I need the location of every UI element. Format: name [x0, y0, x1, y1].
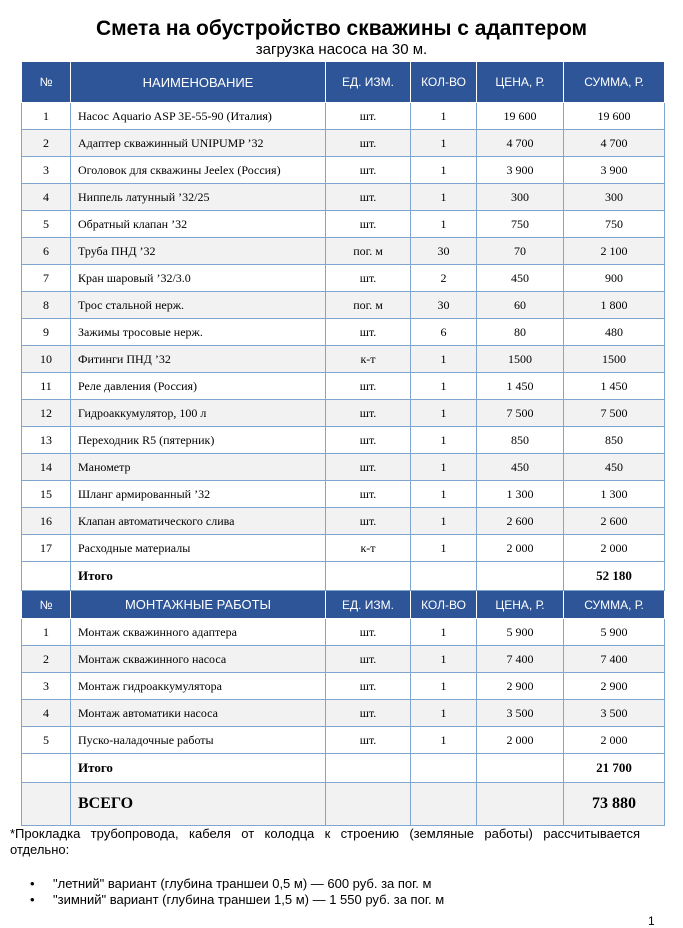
material-row	[22, 184, 665, 211]
item-name: Труба ПНД ’32	[71, 238, 326, 265]
material-row	[22, 346, 665, 373]
item-price: 4 700	[477, 130, 564, 157]
item-price: 300	[477, 184, 564, 211]
item-price: 1 300	[477, 481, 564, 508]
item-unit: шт.	[326, 454, 411, 481]
item-unit: шт.	[326, 265, 411, 292]
material-row	[22, 481, 665, 508]
row-number: 1	[22, 619, 71, 646]
empty-cell	[477, 783, 564, 826]
item-unit: шт.	[326, 700, 411, 727]
total-sum: 73 880	[564, 783, 665, 826]
item-name: Шланг армированный ’32	[71, 481, 326, 508]
works-section-header: МОНТАЖНЫЕ РАБОТЫ	[71, 591, 326, 619]
item-quantity: 1	[411, 373, 477, 400]
item-sum: 2 000	[564, 535, 665, 562]
item-name: Насос Aquario ASP 3E-55-90 (Италия)	[71, 103, 326, 130]
material-row	[22, 535, 665, 562]
item-sum: 850	[564, 427, 665, 454]
item-quantity: 1	[411, 211, 477, 238]
document-title: Смета на обустройство скважины с адаптером	[95, 17, 588, 40]
item-quantity: 1	[411, 646, 477, 673]
total-label: Итого	[71, 754, 326, 783]
column-header-quantity: КОЛ-ВО	[411, 62, 477, 103]
trench-option-text: "летний" вариант (глубина траншеи 0,5 м) — 600 руб. за пог. м	[53, 876, 432, 891]
item-quantity: 1	[411, 673, 477, 700]
item-unit: шт.	[326, 184, 411, 211]
item-name: Монтаж гидроаккумулятора	[71, 673, 326, 700]
empty-cell	[411, 562, 477, 591]
item-price: 750	[477, 211, 564, 238]
item-quantity: 1	[411, 427, 477, 454]
item-sum: 5 900	[564, 619, 665, 646]
empty-cell	[477, 562, 564, 591]
row-number: 5	[22, 211, 71, 238]
item-unit: шт.	[326, 103, 411, 130]
item-price: 7 500	[477, 400, 564, 427]
item-sum: 2 600	[564, 508, 665, 535]
row-number: 17	[22, 535, 71, 562]
material-row	[22, 130, 665, 157]
column-header-quantity: КОЛ-ВО	[411, 591, 477, 619]
item-unit: шт.	[326, 727, 411, 754]
empty-cell	[22, 783, 71, 826]
item-price: 2 000	[477, 727, 564, 754]
item-quantity: 2	[411, 265, 477, 292]
item-sum: 1 800	[564, 292, 665, 319]
item-name: Гидроаккумулятор, 100 л	[71, 400, 326, 427]
item-quantity: 1	[411, 508, 477, 535]
column-header-name: НАИМЕНОВАНИЕ	[71, 62, 326, 103]
column-header-number: №	[22, 591, 71, 619]
row-number: 12	[22, 400, 71, 427]
item-unit: шт.	[326, 400, 411, 427]
empty-cell	[477, 754, 564, 783]
item-quantity: 1	[411, 103, 477, 130]
item-name: Клапан автоматического слива	[71, 508, 326, 535]
empty-cell	[326, 783, 411, 826]
footnote: *Прокладка трубопровода, кабеля от колодца к строению (земляные работы) рассчитывается отдельно:	[10, 826, 640, 857]
item-sum: 19 600	[564, 103, 665, 130]
item-sum: 1 450	[564, 373, 665, 400]
item-name: Монтаж автоматики насоса	[71, 700, 326, 727]
document-subtitle: загрузка насоса на 30 м.	[255, 41, 428, 58]
item-quantity: 1	[411, 481, 477, 508]
row-number: 14	[22, 454, 71, 481]
item-unit: пог. м	[326, 292, 411, 319]
row-number: 7	[22, 265, 71, 292]
material-row	[22, 238, 665, 265]
row-number: 3	[22, 157, 71, 184]
column-header-unit: ЕД. ИЗМ.	[326, 62, 411, 103]
item-sum: 4 700	[564, 130, 665, 157]
item-quantity: 1	[411, 130, 477, 157]
empty-cell	[411, 754, 477, 783]
bullet-marker: •	[30, 876, 35, 891]
row-number: 9	[22, 319, 71, 346]
item-sum: 1 300	[564, 481, 665, 508]
item-quantity: 1	[411, 700, 477, 727]
item-sum: 450	[564, 454, 665, 481]
row-number: 16	[22, 508, 71, 535]
material-row	[22, 319, 665, 346]
total-label: ВСЕГО	[71, 783, 326, 826]
total-sum: 21 700	[564, 754, 665, 783]
item-unit: шт.	[326, 157, 411, 184]
item-quantity: 1	[411, 157, 477, 184]
item-name: Реле давления (Россия)	[71, 373, 326, 400]
item-quantity: 1	[411, 535, 477, 562]
total-label: Итого	[71, 562, 326, 591]
material-row	[22, 454, 665, 481]
row-number: 2	[22, 130, 71, 157]
item-price: 2 600	[477, 508, 564, 535]
item-unit: шт.	[326, 427, 411, 454]
item-sum: 3 500	[564, 700, 665, 727]
item-price: 70	[477, 238, 564, 265]
empty-cell	[326, 562, 411, 591]
item-sum: 480	[564, 319, 665, 346]
work-row	[22, 619, 665, 646]
item-price: 450	[477, 265, 564, 292]
item-unit: шт.	[326, 508, 411, 535]
row-number: 1	[22, 103, 71, 130]
item-price: 60	[477, 292, 564, 319]
item-price: 850	[477, 427, 564, 454]
column-header-price: ЦЕНА, Р.	[477, 591, 564, 619]
column-header-price: ЦЕНА, Р.	[477, 62, 564, 103]
item-unit: шт.	[326, 373, 411, 400]
item-price: 7 400	[477, 646, 564, 673]
row-number: 11	[22, 373, 71, 400]
item-quantity: 1	[411, 400, 477, 427]
item-name: Манометр	[71, 454, 326, 481]
item-sum: 2 000	[564, 727, 665, 754]
material-row	[22, 508, 665, 535]
row-number: 8	[22, 292, 71, 319]
estimate-table	[21, 61, 665, 826]
row-number: 4	[22, 184, 71, 211]
item-quantity: 30	[411, 292, 477, 319]
work-row	[22, 673, 665, 700]
works-header-row	[22, 591, 665, 619]
column-header-sum: СУММА, Р.	[564, 62, 665, 103]
row-number: 2	[22, 646, 71, 673]
materials-header-row	[22, 62, 665, 103]
item-sum: 7 400	[564, 646, 665, 673]
item-price: 19 600	[477, 103, 564, 130]
material-row	[22, 400, 665, 427]
item-name: Кран шаровый ’32/3.0	[71, 265, 326, 292]
material-row	[22, 292, 665, 319]
item-sum: 900	[564, 265, 665, 292]
item-quantity: 1	[411, 184, 477, 211]
column-header-sum: СУММА, Р.	[564, 591, 665, 619]
item-name: Фитинги ПНД ’32	[71, 346, 326, 373]
item-sum: 300	[564, 184, 665, 211]
item-name: Расходные материалы	[71, 535, 326, 562]
row-number: 3	[22, 673, 71, 700]
item-unit: шт.	[326, 130, 411, 157]
trench-options-list	[30, 876, 444, 908]
item-price: 1500	[477, 346, 564, 373]
item-unit: шт.	[326, 646, 411, 673]
item-quantity: 6	[411, 319, 477, 346]
item-quantity: 1	[411, 454, 477, 481]
item-price: 3 900	[477, 157, 564, 184]
material-row	[22, 157, 665, 184]
materials-total-row	[22, 562, 665, 591]
item-price: 2 000	[477, 535, 564, 562]
item-unit: к-т	[326, 346, 411, 373]
item-unit: шт.	[326, 673, 411, 700]
material-row	[22, 373, 665, 400]
work-row	[22, 727, 665, 754]
trench-option-text: "зимний" вариант (глубина траншеи 1,5 м) — 1 550 руб. за пог. м	[53, 892, 445, 907]
empty-cell	[22, 562, 71, 591]
row-number: 10	[22, 346, 71, 373]
material-row	[22, 265, 665, 292]
item-price: 5 900	[477, 619, 564, 646]
item-name: Монтаж скважинного насоса	[71, 646, 326, 673]
empty-cell	[326, 754, 411, 783]
total-sum: 52 180	[564, 562, 665, 591]
column-header-number: №	[22, 62, 71, 103]
item-name: Монтаж скважинного адаптера	[71, 619, 326, 646]
item-sum: 7 500	[564, 400, 665, 427]
item-unit: шт.	[326, 211, 411, 238]
item-name: Адаптер скважинный UNIPUMP ’32	[71, 130, 326, 157]
empty-cell	[22, 754, 71, 783]
row-number: 13	[22, 427, 71, 454]
item-name: Оголовок для скважины Jeelex (Россия)	[71, 157, 326, 184]
empty-cell	[411, 783, 477, 826]
grand-total-row	[22, 783, 665, 826]
item-price: 3 500	[477, 700, 564, 727]
column-header-unit: ЕД. ИЗМ.	[326, 591, 411, 619]
item-unit: шт.	[326, 619, 411, 646]
item-name: Переходник R5 (пятерник)	[71, 427, 326, 454]
item-name: Пуско-наладочные работы	[71, 727, 326, 754]
item-price: 2 900	[477, 673, 564, 700]
item-sum: 2 900	[564, 673, 665, 700]
item-quantity: 1	[411, 346, 477, 373]
item-sum: 3 900	[564, 157, 665, 184]
item-sum: 750	[564, 211, 665, 238]
trench-option-summer	[30, 876, 444, 892]
item-price: 1 450	[477, 373, 564, 400]
item-unit: к-т	[326, 535, 411, 562]
row-number: 4	[22, 700, 71, 727]
item-unit: шт.	[326, 319, 411, 346]
row-number: 15	[22, 481, 71, 508]
trench-option-winter	[30, 892, 444, 908]
page-number: 1	[648, 914, 655, 928]
item-name: Зажимы тросовые нерж.	[71, 319, 326, 346]
item-name: Ниппель латунный ’32/25	[71, 184, 326, 211]
item-unit: шт.	[326, 481, 411, 508]
item-name: Обратный клапан ’32	[71, 211, 326, 238]
row-number: 6	[22, 238, 71, 265]
material-row	[22, 211, 665, 238]
item-quantity: 30	[411, 238, 477, 265]
item-price: 450	[477, 454, 564, 481]
work-row	[22, 646, 665, 673]
material-row	[22, 103, 665, 130]
row-number: 5	[22, 727, 71, 754]
item-sum: 1500	[564, 346, 665, 373]
work-row	[22, 700, 665, 727]
bullet-marker: •	[30, 892, 35, 907]
item-price: 80	[477, 319, 564, 346]
works-total-row	[22, 754, 665, 783]
item-sum: 2 100	[564, 238, 665, 265]
material-row	[22, 427, 665, 454]
item-quantity: 1	[411, 727, 477, 754]
item-quantity: 1	[411, 619, 477, 646]
item-unit: пог. м	[326, 238, 411, 265]
item-name: Трос стальной нерж.	[71, 292, 326, 319]
